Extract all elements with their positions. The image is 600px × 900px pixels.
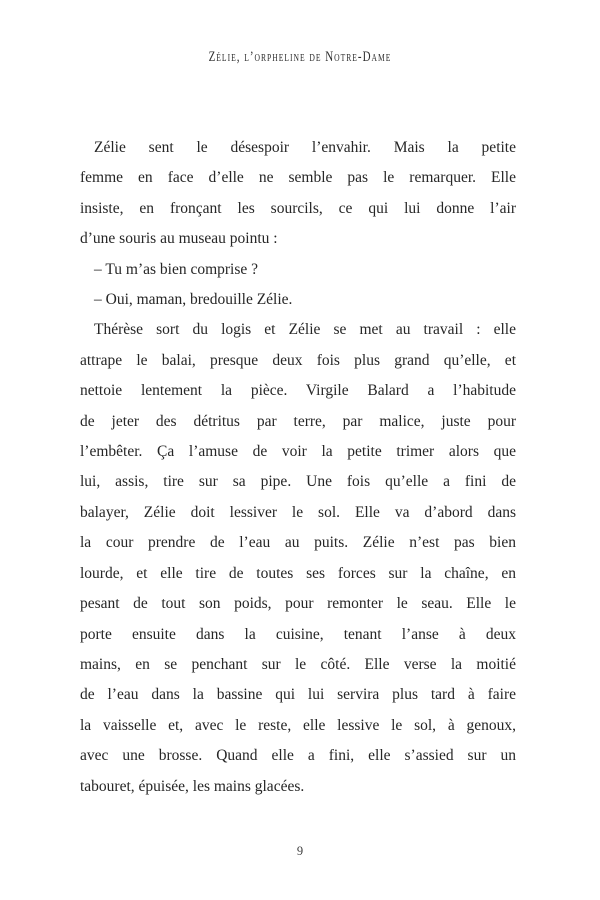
text-line: attrape le balai, presque deux fois plus grand qu’elle, et (80, 351, 516, 369)
text-line: de jeter des détritus par terre, par malice, juste pour (80, 412, 516, 430)
text-line: Thérèse sort du logis et Zélie se met au travail : elle (94, 321, 516, 339)
text-line: lourde, et elle tire de toutes ses forces sur la chaîne, en (80, 564, 516, 582)
dialogue-line-block (80, 285, 516, 315)
text-line: insiste, en fronçant les sourcils, ce qui lui donne l’air (80, 199, 516, 217)
paragraph (80, 133, 516, 255)
text-line: mains, en se penchant sur le côté. Elle verse la moitié (80, 655, 516, 673)
text-line: la vaisselle et, avec le reste, elle lessive le sol, à genoux, (80, 716, 516, 734)
text-line: porte ensuite dans la cuisine, tenant l’anse à deux (80, 625, 516, 643)
running-header: Zélie, l’orpheline de Notre-Dame (208, 49, 392, 65)
dialogue-line-block (80, 255, 516, 285)
text-line: balayer, Zélie doit lessiver le sol. Elle va d’abord dans (80, 503, 516, 521)
text-line: d’une souris au museau pointu : (80, 230, 278, 248)
text-line: – Tu m’as bien comprise ? (94, 260, 259, 278)
text-line: pesant de tout son poids, pour remonter le seau. Elle le (80, 595, 516, 613)
text-line: femme en face d’elle ne semble pas le remarquer. Elle (80, 169, 516, 187)
paragraph (80, 315, 516, 802)
page-number: 9 (296, 844, 304, 858)
text-line: tabouret, épuisée, les mains glacées. (80, 777, 305, 795)
text-line: – Oui, maman, bredouille Zélie. (94, 291, 293, 309)
text-line: nettoie lentement la pièce. Virgile Balard a l’habitude (80, 382, 516, 400)
text-line: l’embêter. Ça l’amuse de voir la petite trimer alors que (80, 443, 516, 461)
text-line: la cour prendre de l’eau au puits. Zélie n’est pas bien (80, 534, 516, 552)
text-line: avec une brosse. Quand elle a fini, elle s’assied sur un (80, 747, 516, 765)
text-line: lui, assis, tire sur sa pipe. Une fois qu’elle a fini de (80, 473, 516, 491)
text-line: de l’eau dans la bassine qui lui servira plus tard à faire (80, 686, 516, 704)
body-text (80, 133, 516, 802)
text-line: Zélie sent le désespoir l’envahir. Mais la petite (94, 139, 516, 156)
